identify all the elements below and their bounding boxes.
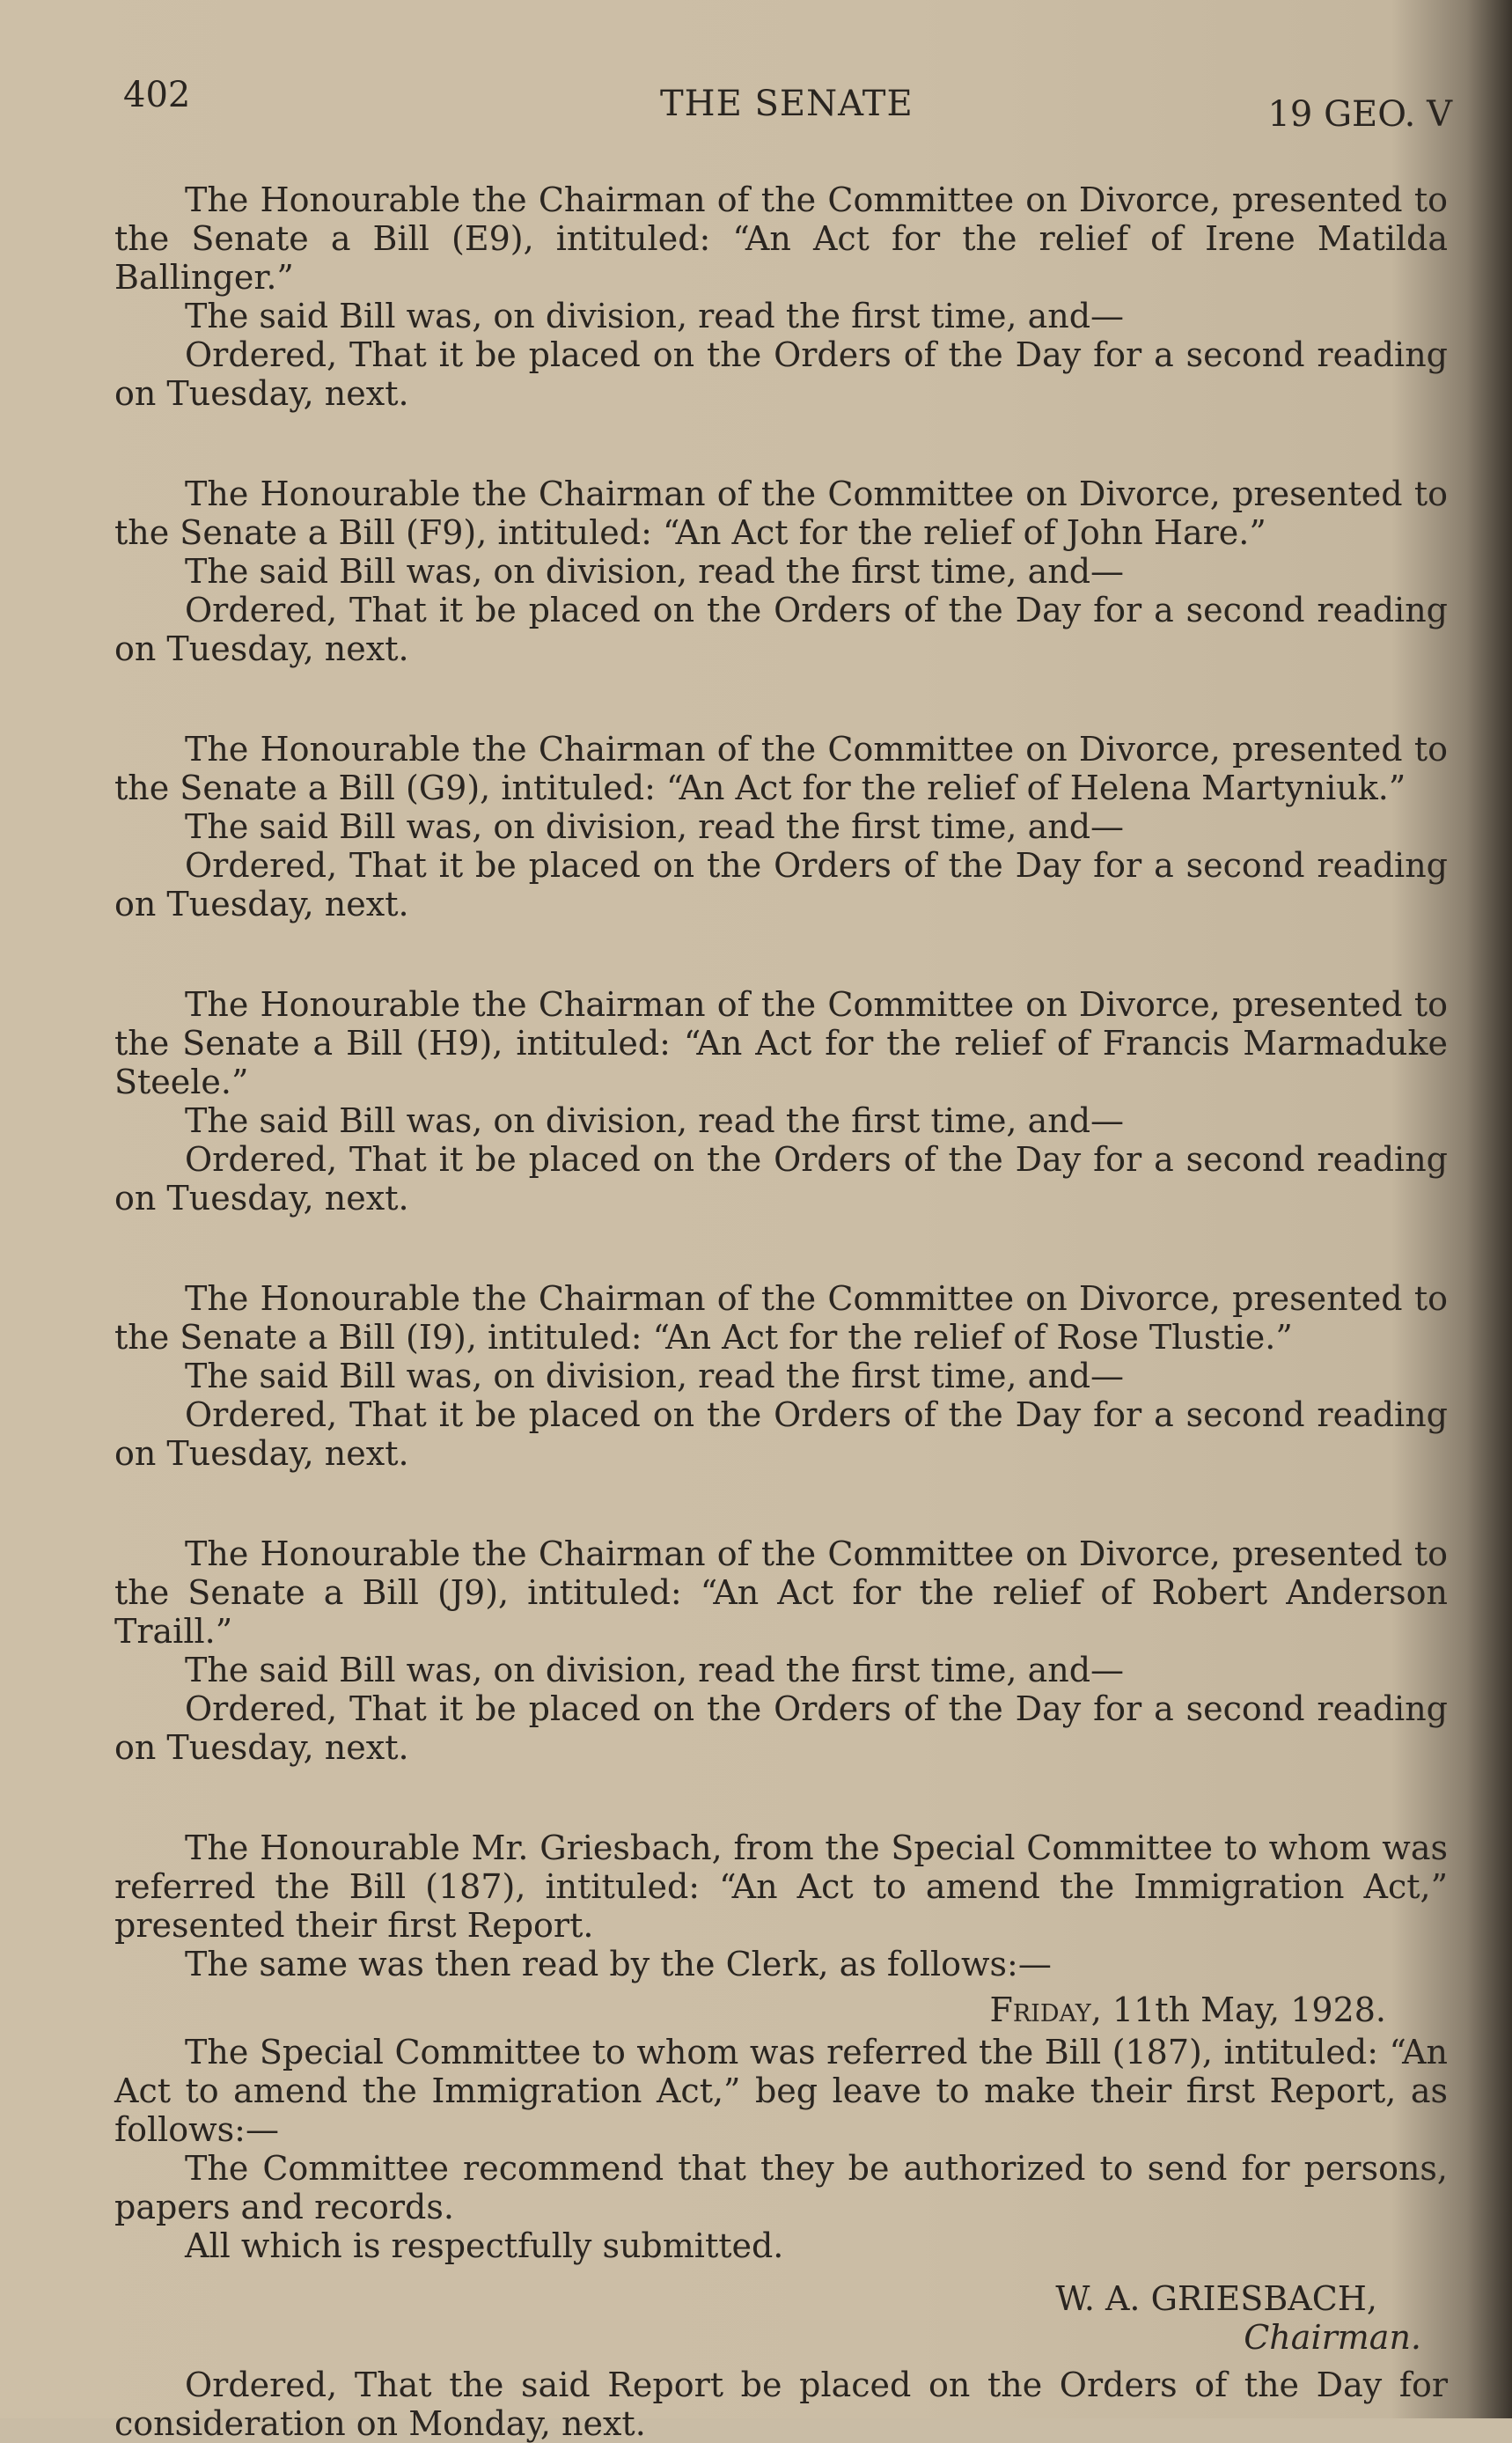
bill-order: Ordered, That it be placed on the Orders of the Day for a second reading on Tuesday, next. xyxy=(114,846,1448,923)
bill-first-reading: The said Bill was, on division, read the first time, and— xyxy=(185,1651,1125,1689)
report-date-rest: , 11th May, 1928. xyxy=(1090,1990,1386,2029)
bill-presented: The Honourable the Chairman of the Committee on Divorce, presented to the Senate a Bill (I9), intituled: “An Act for the relief of Rose Tlustie.” xyxy=(114,1279,1448,1357)
bill-order: Ordered, That it be placed on the Orders of the Day for a second reading on Tuesday, next. xyxy=(114,1140,1448,1218)
bill-order: Ordered, That it be placed on the Orders of the Day for a second reading on Tuesday, next. xyxy=(114,1395,1448,1473)
regnal-year: 19 GEO. V xyxy=(1267,94,1452,135)
report-body-2: The Committee recommend that they be authorized to send for persons, papers and records. xyxy=(114,2149,1448,2226)
report-date-day: Friday xyxy=(989,1990,1091,2029)
committee-report xyxy=(114,1829,1448,2443)
bill-first-reading: The said Bill was, on division, read the first time, and— xyxy=(185,1357,1125,1395)
bill-first-reading: The said Bill was, on division, read the first time, and— xyxy=(185,1101,1125,1140)
bill-entry-j9 xyxy=(114,1534,1448,1767)
report-intro: The Honourable Mr. Griesbach, from the Special Committee to whom was referred the Bill (187), intituled: “An Act to amend the Immigration Act,” presented their first Report. xyxy=(114,1829,1448,1945)
bill-order: Ordered, That it be placed on the Orders of the Day for a second reading on Tuesday, next. xyxy=(114,335,1448,413)
report-body-1: The Special Committee to whom was referred the Bill (187), intituled: “An Act to amend the Immigration Act,” beg leave to make their first Report, as follows:— xyxy=(114,2033,1448,2149)
bill-entry-f9 xyxy=(114,475,1448,668)
bill-presented: The Honourable the Chairman of the Committee on Divorce, presented to the Senate a Bill (G9), intituled: “An Act for the relief of Helena Martyniuk.” xyxy=(114,730,1448,807)
bill-entry-g9 xyxy=(114,730,1448,923)
bill-first-reading: The said Bill was, on division, read the first time, and— xyxy=(185,807,1125,846)
bill-presented: The Honourable the Chairman of the Committee on Divorce, presented to the Senate a Bill (H9), intituled: “An Act for the relief of Francis Marmaduke Steele.” xyxy=(114,985,1448,1101)
bill-entry-e9 xyxy=(114,180,1448,413)
report-closing-order: Ordered, That the said Report be placed on the Orders of the Day for consideration on Monday, next. xyxy=(114,2366,1448,2443)
bill-presented: The Honourable the Chairman of the Committee on Divorce, presented to the Senate a Bill (E9), intituled: “An Act for the relief of Irene Matilda Ballinger.” xyxy=(114,180,1448,297)
report-signatory-role: Chairman. xyxy=(1244,2318,1421,2357)
report-read: The same was then read by the Clerk, as follows:— xyxy=(185,1945,1052,1983)
bill-entry-h9 xyxy=(114,985,1448,1218)
bill-presented: The Honourable the Chairman of the Committee on Divorce, presented to the Senate a Bill (J9), intituled: “An Act for the relief of Robert Anderson Traill.” xyxy=(114,1534,1448,1651)
report-date xyxy=(114,1990,1448,2029)
bill-order: Ordered, That it be placed on the Orders of the Day for a second reading on Tuesday, next. xyxy=(114,1689,1448,1767)
bill-first-reading: The said Bill was, on division, read the first time, and— xyxy=(185,552,1125,591)
running-title: THE SENATE xyxy=(660,84,914,124)
report-signatory: W. A. GRIESBACH, xyxy=(1055,2279,1377,2318)
bill-order: Ordered, That it be placed on the Orders of the Day for a second reading on Tuesday, next. xyxy=(114,591,1448,668)
journal-body xyxy=(114,180,1448,2443)
report-body-3: All which is respectfully submitted. xyxy=(185,2226,784,2265)
page-number: 402 xyxy=(123,75,191,115)
bill-presented: The Honourable the Chairman of the Committee on Divorce, presented to the Senate a Bill (F9), intituled: “An Act for the relief of John Hare.” xyxy=(114,475,1448,552)
bill-entry-i9 xyxy=(114,1279,1448,1473)
bill-first-reading: The said Bill was, on division, read the first time, and— xyxy=(185,297,1125,335)
running-header xyxy=(123,75,1452,136)
